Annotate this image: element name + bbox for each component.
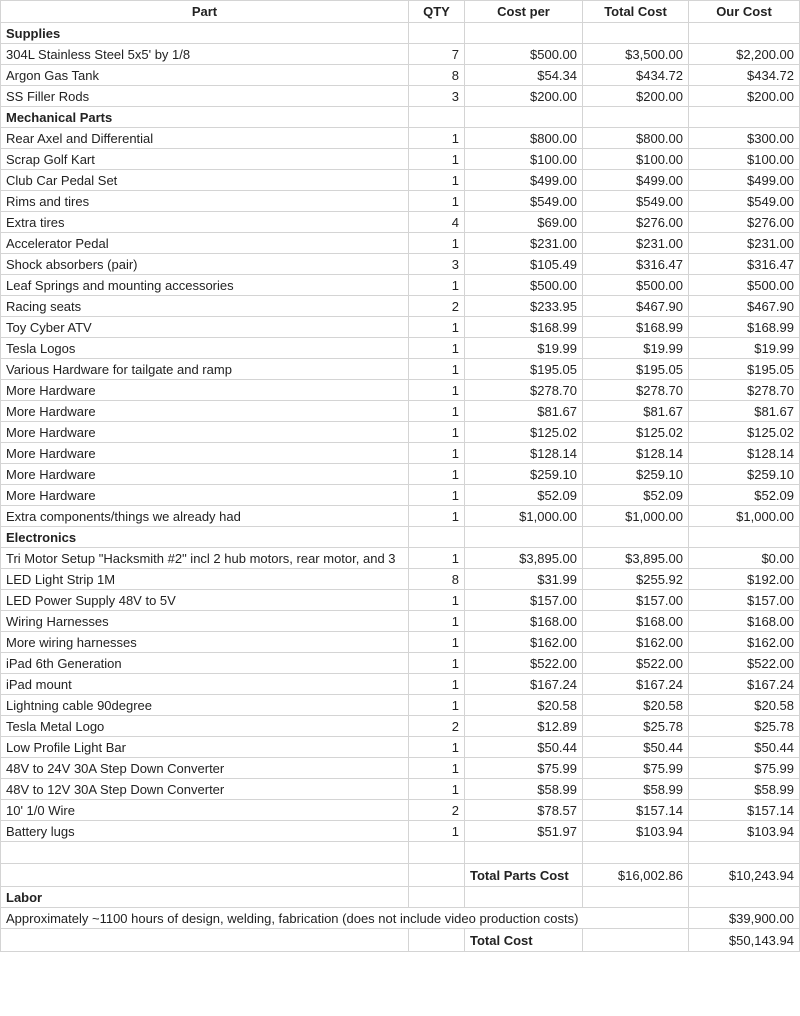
total-cost-cell[interactable]: $195.05 xyxy=(583,359,689,380)
part-cell[interactable]: iPad mount xyxy=(1,674,409,695)
qty-cell[interactable]: 1 xyxy=(409,191,465,212)
qty-cell[interactable]: 3 xyxy=(409,254,465,275)
cost-per-cell[interactable]: $500.00 xyxy=(465,275,583,296)
cost-per-cell[interactable]: $1,000.00 xyxy=(465,506,583,527)
total-cost-cell[interactable]: $800.00 xyxy=(583,128,689,149)
cost-per-cell[interactable]: $50.44 xyxy=(465,737,583,758)
total-cost-cell[interactable]: $522.00 xyxy=(583,653,689,674)
table-row xyxy=(1,65,800,86)
table-row xyxy=(1,443,800,464)
empty-cell[interactable] xyxy=(1,842,409,864)
table-row xyxy=(1,506,800,527)
qty-cell[interactable]: 1 xyxy=(409,674,465,695)
part-cell[interactable]: Extra tires xyxy=(1,212,409,233)
table-row xyxy=(1,632,800,653)
cost-per-cell[interactable]: $54.34 xyxy=(465,65,583,86)
cost-per-cell[interactable]: $69.00 xyxy=(465,212,583,233)
qty-cell[interactable]: 1 xyxy=(409,317,465,338)
our-cost-cell[interactable]: $103.94 xyxy=(689,821,800,842)
total-cost-cell[interactable]: $168.00 xyxy=(583,611,689,632)
labor-description[interactable]: Approximately ~1100 hours of design, welding, fabrication (does not include video production costs) xyxy=(1,908,689,929)
table-row xyxy=(1,233,800,254)
empty-cell[interactable] xyxy=(1,864,409,887)
part-cell[interactable]: Rims and tires xyxy=(1,191,409,212)
qty-cell[interactable]: 1 xyxy=(409,779,465,800)
qty-cell[interactable]: 1 xyxy=(409,737,465,758)
section-title-labor[interactable]: Labor xyxy=(1,887,409,908)
table-row xyxy=(1,548,800,569)
empty-cell[interactable] xyxy=(1,929,409,952)
table-row xyxy=(1,611,800,632)
part-cell[interactable]: LED Power Supply 48V to 5V xyxy=(1,590,409,611)
total-cost-cell[interactable]: $200.00 xyxy=(583,86,689,107)
our-cost-cell[interactable]: $316.47 xyxy=(689,254,800,275)
cost-per-cell[interactable]: $200.00 xyxy=(465,86,583,107)
empty-cell[interactable] xyxy=(689,527,800,548)
part-cell[interactable]: Battery lugs xyxy=(1,821,409,842)
our-cost-cell[interactable]: $434.72 xyxy=(689,65,800,86)
table-row xyxy=(1,779,800,800)
cost-per-cell[interactable]: $58.99 xyxy=(465,779,583,800)
total-cost-cell[interactable]: $75.99 xyxy=(583,758,689,779)
table-row xyxy=(1,338,800,359)
cost-per-cell[interactable]: $259.10 xyxy=(465,464,583,485)
our-cost-cell[interactable]: $75.99 xyxy=(689,758,800,779)
our-cost-cell[interactable]: $157.00 xyxy=(689,590,800,611)
qty-cell[interactable]: 1 xyxy=(409,632,465,653)
cost-per-cell[interactable]: $522.00 xyxy=(465,653,583,674)
part-cell[interactable]: More wiring harnesses xyxy=(1,632,409,653)
part-cell[interactable]: 48V to 24V 30A Step Down Converter xyxy=(1,758,409,779)
part-cell[interactable]: Tesla Logos xyxy=(1,338,409,359)
our-cost-cell[interactable]: $300.00 xyxy=(689,128,800,149)
cost-per-cell[interactable]: $128.14 xyxy=(465,443,583,464)
empty-cell[interactable] xyxy=(583,107,689,128)
part-cell[interactable]: Club Car Pedal Set xyxy=(1,170,409,191)
cost-per-cell[interactable]: $157.00 xyxy=(465,590,583,611)
section-title-electronics[interactable]: Electronics xyxy=(1,527,409,548)
table-row xyxy=(1,170,800,191)
cost-per-cell[interactable]: $31.99 xyxy=(465,569,583,590)
qty-cell[interactable]: 1 xyxy=(409,821,465,842)
grand-total-label[interactable]: Total Cost xyxy=(465,929,583,952)
total-cost-cell[interactable]: $549.00 xyxy=(583,191,689,212)
total-cost-cell[interactable]: $255.92 xyxy=(583,569,689,590)
empty-cell[interactable] xyxy=(689,887,800,908)
table-row xyxy=(1,128,800,149)
part-cell[interactable]: Various Hardware for tailgate and ramp xyxy=(1,359,409,380)
our-cost-cell[interactable]: $157.14 xyxy=(689,800,800,821)
labor-our-cost[interactable]: $39,900.00 xyxy=(689,908,800,929)
total-cost-cell[interactable]: $20.58 xyxy=(583,695,689,716)
empty-cell[interactable] xyxy=(465,107,583,128)
total-cost-cell[interactable]: $434.72 xyxy=(583,65,689,86)
empty-cell[interactable] xyxy=(465,887,583,908)
table-row xyxy=(1,380,800,401)
cost-per-cell[interactable]: $800.00 xyxy=(465,128,583,149)
total-cost-cell[interactable]: $128.14 xyxy=(583,443,689,464)
part-cell[interactable]: SS Filler Rods xyxy=(1,86,409,107)
qty-cell[interactable]: 1 xyxy=(409,170,465,191)
part-cell[interactable]: Leaf Springs and mounting accessories xyxy=(1,275,409,296)
qty-cell[interactable]: 2 xyxy=(409,716,465,737)
qty-cell[interactable]: 1 xyxy=(409,695,465,716)
total-cost-cell[interactable]: $3,895.00 xyxy=(583,548,689,569)
section-title-mechanical-parts[interactable]: Mechanical Parts xyxy=(1,107,409,128)
header-part[interactable]: Part xyxy=(1,1,409,23)
total-cost-cell[interactable]: $52.09 xyxy=(583,485,689,506)
total-cost-cell[interactable]: $103.94 xyxy=(583,821,689,842)
total-cost-cell[interactable]: $316.47 xyxy=(583,254,689,275)
table-row xyxy=(1,149,800,170)
our-cost-cell[interactable]: $25.78 xyxy=(689,716,800,737)
total-cost-cell[interactable]: $157.14 xyxy=(583,800,689,821)
qty-cell[interactable]: 2 xyxy=(409,800,465,821)
table-row xyxy=(1,716,800,737)
our-cost-cell[interactable]: $125.02 xyxy=(689,422,800,443)
empty-cell[interactable] xyxy=(409,929,465,952)
cost-per-cell[interactable]: $3,895.00 xyxy=(465,548,583,569)
cost-per-cell[interactable]: $168.00 xyxy=(465,611,583,632)
qty-cell[interactable]: 3 xyxy=(409,86,465,107)
our-cost-cell[interactable]: $276.00 xyxy=(689,212,800,233)
part-cell[interactable]: 10' 1/0 Wire xyxy=(1,800,409,821)
part-cell[interactable]: Wiring Harnesses xyxy=(1,611,409,632)
cost-per-cell[interactable]: $233.95 xyxy=(465,296,583,317)
empty-cell[interactable] xyxy=(409,107,465,128)
our-cost-cell[interactable]: $467.90 xyxy=(689,296,800,317)
part-cell[interactable]: Tri Motor Setup "Hacksmith #2" incl 2 hub motors, rear motor, and 3 xyxy=(1,548,409,569)
qty-cell[interactable]: 1 xyxy=(409,380,465,401)
qty-cell[interactable]: 1 xyxy=(409,506,465,527)
our-cost-cell[interactable]: $200.00 xyxy=(689,86,800,107)
empty-cell[interactable] xyxy=(689,842,800,864)
qty-cell[interactable]: 1 xyxy=(409,401,465,422)
empty-cell[interactable] xyxy=(409,864,465,887)
table-row xyxy=(1,737,800,758)
cost-per-cell[interactable]: $549.00 xyxy=(465,191,583,212)
qty-cell[interactable]: 1 xyxy=(409,485,465,506)
table-row xyxy=(1,653,800,674)
empty-cell[interactable] xyxy=(689,23,800,44)
qty-cell[interactable]: 8 xyxy=(409,65,465,86)
empty-cell[interactable] xyxy=(409,887,465,908)
total-cost-cell[interactable]: $167.24 xyxy=(583,674,689,695)
empty-cell[interactable] xyxy=(465,527,583,548)
part-cell[interactable]: Extra components/things we already had xyxy=(1,506,409,527)
empty-cell[interactable] xyxy=(689,107,800,128)
qty-cell[interactable]: 1 xyxy=(409,653,465,674)
empty-cell[interactable] xyxy=(409,23,465,44)
part-cell[interactable]: Racing seats xyxy=(1,296,409,317)
section-row-mechanical-parts xyxy=(1,107,800,128)
cost-per-cell[interactable]: $19.99 xyxy=(465,338,583,359)
cost-per-cell[interactable]: $51.97 xyxy=(465,821,583,842)
our-cost-cell[interactable]: $0.00 xyxy=(689,548,800,569)
cost-per-cell[interactable]: $81.67 xyxy=(465,401,583,422)
cost-per-cell[interactable]: $167.24 xyxy=(465,674,583,695)
cost-per-cell[interactable]: $105.49 xyxy=(465,254,583,275)
total-cost-cell[interactable]: $500.00 xyxy=(583,275,689,296)
our-cost-cell[interactable]: $1,000.00 xyxy=(689,506,800,527)
qty-cell[interactable]: 1 xyxy=(409,548,465,569)
part-cell[interactable]: More Hardware xyxy=(1,422,409,443)
empty-cell[interactable] xyxy=(465,842,583,864)
grand-total-our-cost[interactable]: $50,143.94 xyxy=(689,929,800,952)
our-cost-cell[interactable]: $52.09 xyxy=(689,485,800,506)
total-cost-cell[interactable]: $467.90 xyxy=(583,296,689,317)
qty-cell[interactable]: 1 xyxy=(409,338,465,359)
grand-total-row xyxy=(1,929,800,952)
our-cost-cell[interactable]: $128.14 xyxy=(689,443,800,464)
qty-cell[interactable]: 1 xyxy=(409,758,465,779)
parts-total-cost[interactable]: $16,002.86 xyxy=(583,864,689,887)
our-cost-cell[interactable]: $192.00 xyxy=(689,569,800,590)
our-cost-cell[interactable]: $162.00 xyxy=(689,632,800,653)
table-row xyxy=(1,569,800,590)
total-cost-cell[interactable]: $25.78 xyxy=(583,716,689,737)
part-cell[interactable]: 48V to 12V 30A Step Down Converter xyxy=(1,779,409,800)
part-cell[interactable]: Lightning cable 90degree xyxy=(1,695,409,716)
parts-total-row xyxy=(1,864,800,887)
qty-cell[interactable]: 1 xyxy=(409,422,465,443)
qty-cell[interactable]: 1 xyxy=(409,128,465,149)
cost-per-cell[interactable]: $499.00 xyxy=(465,170,583,191)
our-cost-cell[interactable]: $168.00 xyxy=(689,611,800,632)
table-row xyxy=(1,464,800,485)
empty-cell[interactable] xyxy=(409,527,465,548)
part-cell[interactable]: Low Profile Light Bar xyxy=(1,737,409,758)
table-row xyxy=(1,485,800,506)
section-title-supplies[interactable]: Supplies xyxy=(1,23,409,44)
total-cost-cell[interactable]: $162.00 xyxy=(583,632,689,653)
table-row xyxy=(1,359,800,380)
table-row xyxy=(1,86,800,107)
cost-per-cell[interactable]: $78.57 xyxy=(465,800,583,821)
parts-our-cost[interactable]: $10,243.94 xyxy=(689,864,800,887)
our-cost-cell[interactable]: $168.99 xyxy=(689,317,800,338)
total-cost-cell[interactable]: $100.00 xyxy=(583,149,689,170)
header-row xyxy=(1,1,800,23)
table-row xyxy=(1,401,800,422)
our-cost-cell[interactable]: $58.99 xyxy=(689,779,800,800)
cost-per-cell[interactable]: $162.00 xyxy=(465,632,583,653)
part-cell[interactable]: Scrap Golf Kart xyxy=(1,149,409,170)
empty-cell[interactable] xyxy=(583,887,689,908)
total-cost-cell[interactable]: $58.99 xyxy=(583,779,689,800)
table-row xyxy=(1,254,800,275)
qty-cell[interactable]: 7 xyxy=(409,44,465,65)
cost-per-cell[interactable]: $20.58 xyxy=(465,695,583,716)
our-cost-cell[interactable]: $278.70 xyxy=(689,380,800,401)
header-total-cost[interactable]: Total Cost xyxy=(583,1,689,23)
our-cost-cell[interactable]: $231.00 xyxy=(689,233,800,254)
part-cell[interactable]: LED Light Strip 1M xyxy=(1,569,409,590)
qty-cell[interactable]: 1 xyxy=(409,590,465,611)
cost-per-cell[interactable]: $195.05 xyxy=(465,359,583,380)
total-cost-cell[interactable]: $231.00 xyxy=(583,233,689,254)
our-cost-cell[interactable]: $195.05 xyxy=(689,359,800,380)
total-cost-cell[interactable]: $81.67 xyxy=(583,401,689,422)
section-row-supplies xyxy=(1,23,800,44)
qty-cell[interactable]: 1 xyxy=(409,275,465,296)
table-row xyxy=(1,212,800,233)
section-row-labor xyxy=(1,887,800,908)
part-cell[interactable]: More Hardware xyxy=(1,443,409,464)
qty-cell[interactable]: 1 xyxy=(409,359,465,380)
total-cost-cell[interactable]: $276.00 xyxy=(583,212,689,233)
total-cost-cell[interactable]: $499.00 xyxy=(583,170,689,191)
empty-cell[interactable] xyxy=(583,842,689,864)
empty-cell[interactable] xyxy=(583,527,689,548)
table-row xyxy=(1,674,800,695)
table-body xyxy=(1,23,800,842)
qty-cell[interactable]: 1 xyxy=(409,149,465,170)
table-row xyxy=(1,590,800,611)
cost-per-cell[interactable]: $168.99 xyxy=(465,317,583,338)
summary-body xyxy=(1,842,800,952)
our-cost-cell[interactable]: $499.00 xyxy=(689,170,800,191)
table-row xyxy=(1,758,800,779)
qty-cell[interactable]: 4 xyxy=(409,212,465,233)
table-row xyxy=(1,317,800,338)
part-cell[interactable]: More Hardware xyxy=(1,485,409,506)
cost-per-cell[interactable]: $52.09 xyxy=(465,485,583,506)
empty-cell[interactable] xyxy=(465,23,583,44)
qty-cell[interactable]: 8 xyxy=(409,569,465,590)
part-cell[interactable]: Accelerator Pedal xyxy=(1,233,409,254)
part-cell[interactable]: More Hardware xyxy=(1,380,409,401)
header-cost-per[interactable]: Cost per xyxy=(465,1,583,23)
our-cost-cell[interactable]: $167.24 xyxy=(689,674,800,695)
total-cost-cell[interactable]: $157.00 xyxy=(583,590,689,611)
cost-per-cell[interactable]: $75.99 xyxy=(465,758,583,779)
empty-cell[interactable] xyxy=(409,842,465,864)
table-row xyxy=(1,422,800,443)
total-cost-cell[interactable]: $259.10 xyxy=(583,464,689,485)
qty-cell[interactable]: 1 xyxy=(409,611,465,632)
cost-per-cell[interactable]: $278.70 xyxy=(465,380,583,401)
qty-cell[interactable]: 2 xyxy=(409,296,465,317)
total-cost-cell[interactable]: $3,500.00 xyxy=(583,44,689,65)
header-qty[interactable]: QTY xyxy=(409,1,465,23)
total-cost-cell[interactable]: $19.99 xyxy=(583,338,689,359)
part-cell[interactable]: More Hardware xyxy=(1,401,409,422)
part-cell[interactable]: iPad 6th Generation xyxy=(1,653,409,674)
table-row xyxy=(1,275,800,296)
empty-cell[interactable] xyxy=(583,23,689,44)
table-row xyxy=(1,44,800,65)
qty-cell[interactable]: 1 xyxy=(409,464,465,485)
part-cell[interactable]: 304L Stainless Steel 5x5' by 1/8 xyxy=(1,44,409,65)
total-cost-cell[interactable]: $50.44 xyxy=(583,737,689,758)
cost-per-cell[interactable]: $125.02 xyxy=(465,422,583,443)
table-row xyxy=(1,821,800,842)
our-cost-cell[interactable]: $259.10 xyxy=(689,464,800,485)
part-cell[interactable]: Tesla Metal Logo xyxy=(1,716,409,737)
qty-cell[interactable]: 1 xyxy=(409,443,465,464)
part-cell[interactable]: Toy Cyber ATV xyxy=(1,317,409,338)
part-cell[interactable]: Argon Gas Tank xyxy=(1,65,409,86)
cost-per-cell[interactable]: $12.89 xyxy=(465,716,583,737)
our-cost-cell[interactable]: $2,200.00 xyxy=(689,44,800,65)
total-cost-cell[interactable]: $168.99 xyxy=(583,317,689,338)
our-cost-cell[interactable]: $50.44 xyxy=(689,737,800,758)
section-row-electronics xyxy=(1,527,800,548)
our-cost-cell[interactable]: $549.00 xyxy=(689,191,800,212)
table-row xyxy=(1,191,800,212)
cost-per-cell[interactable]: $100.00 xyxy=(465,149,583,170)
cost-per-cell[interactable]: $231.00 xyxy=(465,233,583,254)
our-cost-cell[interactable]: $522.00 xyxy=(689,653,800,674)
total-cost-cell[interactable]: $1,000.00 xyxy=(583,506,689,527)
total-cost-cell[interactable]: $125.02 xyxy=(583,422,689,443)
part-cell[interactable]: Shock absorbers (pair) xyxy=(1,254,409,275)
qty-cell[interactable]: 1 xyxy=(409,233,465,254)
empty-cell[interactable] xyxy=(583,929,689,952)
table-row xyxy=(1,296,800,317)
total-cost-cell[interactable]: $278.70 xyxy=(583,380,689,401)
labor-row xyxy=(1,908,800,929)
header-our-cost[interactable]: Our Cost xyxy=(689,1,800,23)
spacer-row xyxy=(1,842,800,864)
part-cell[interactable]: More Hardware xyxy=(1,464,409,485)
table-row xyxy=(1,695,800,716)
cost-per-cell[interactable]: $500.00 xyxy=(465,44,583,65)
our-cost-cell[interactable]: $19.99 xyxy=(689,338,800,359)
our-cost-cell[interactable]: $500.00 xyxy=(689,275,800,296)
our-cost-cell[interactable]: $81.67 xyxy=(689,401,800,422)
table-row xyxy=(1,800,800,821)
parts-total-label[interactable]: Total Parts Cost xyxy=(465,864,583,887)
our-cost-cell[interactable]: $20.58 xyxy=(689,695,800,716)
our-cost-cell[interactable]: $100.00 xyxy=(689,149,800,170)
part-cell[interactable]: Rear Axel and Differential xyxy=(1,128,409,149)
